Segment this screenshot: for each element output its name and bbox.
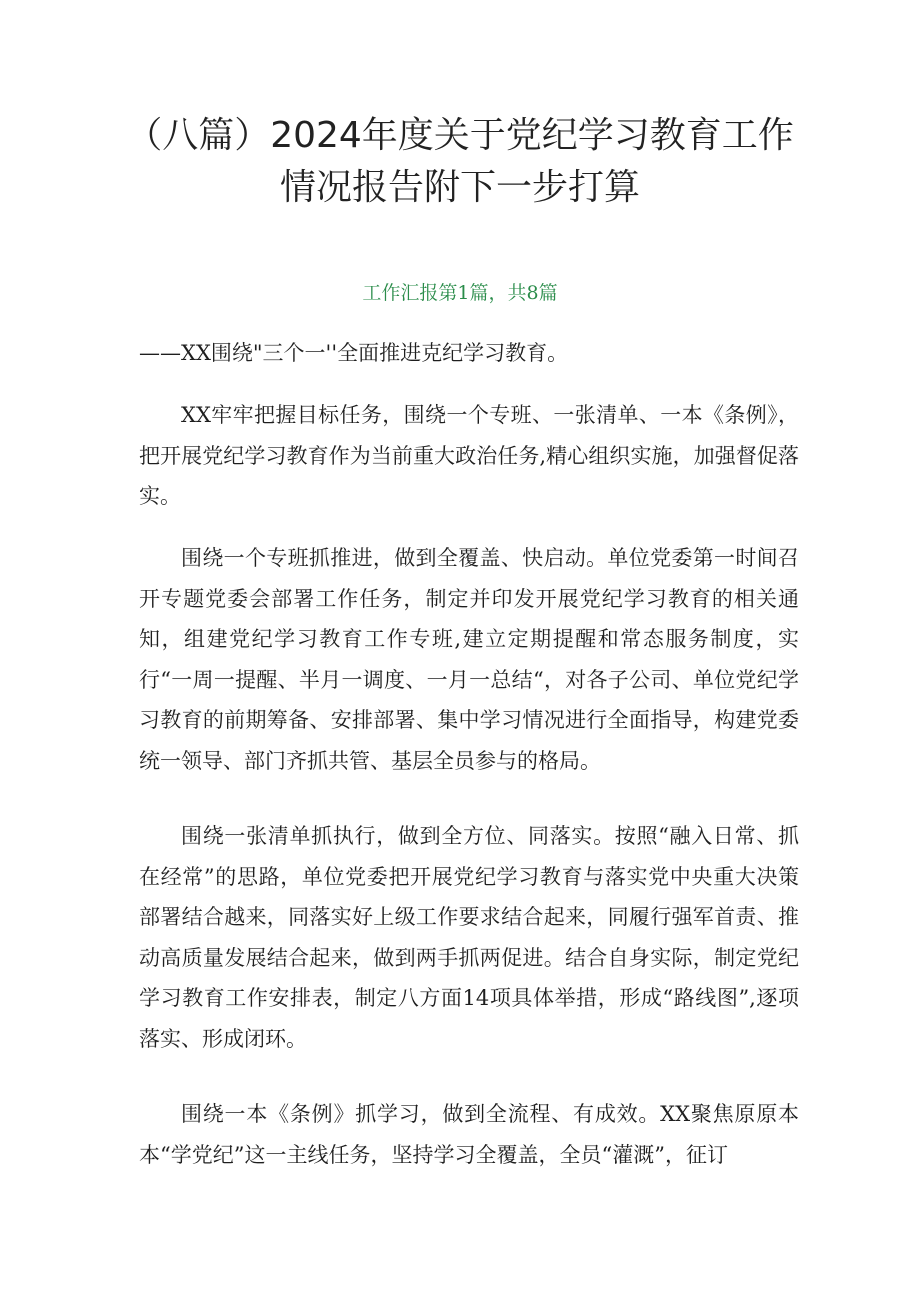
document-title-line-1: （八篇）2024年度关于党纪学习教育工作	[126, 115, 794, 156]
paragraph-4: 围绕一本《条例》抓学习，做到全流程、有成效。XX聚焦原原本本“学党纪”这一主线任务，坚持学习全覆盖，全员“灌溉”，征订	[139, 1102, 799, 1167]
lead-line: ——XX围绕"三个一''全面推进克纪学习教育。	[139, 341, 569, 365]
document-subtitle: 工作汇报第1篇，共8篇	[362, 282, 558, 304]
document-title-line-2: 情况报告附下一步打算	[279, 167, 640, 208]
paragraph-3: 围绕一张清单抓执行，做到全方位、同落实。按照“融入日常、抓在经常”的思路，单位党委把开展党纪学习教育与落实党中央重大决策部署结合越来，同落实好上级工作要求结合起来，同履行强军首责、推动高质量发展结合起来，做到两手抓两促进。结合自身实际，制定党纪学习教育工作安排表，制定八方面14项具体举措，形成“路线图”,逐项落实、形成闭环。	[139, 824, 799, 1051]
paragraph-2: 围绕一个专班抓推进，做到全覆盖、快启动。单位党委第一时间召开专题党委会部署工作任务，制定并印发开展党纪学习教育的相关通知，组建党纪学习教育工作专班,建立定期提醒和常态服务制度，实行“一周一提醒、半月一调度、一月一总结“，对各子公司、单位党纪学习教育的前期筹备、安排部署、集中学习情况进行全面指导，构建党委统一领导、部门齐抓共管、基层全员参与的格局。	[139, 546, 799, 773]
paragraph-1: XX牢牢把握目标任务，围绕一个专班、一张清单、一本《条例》，把开展党纪学习教育作为当前重大政治任务,精心组织实施，加强督促落实。	[139, 403, 799, 508]
